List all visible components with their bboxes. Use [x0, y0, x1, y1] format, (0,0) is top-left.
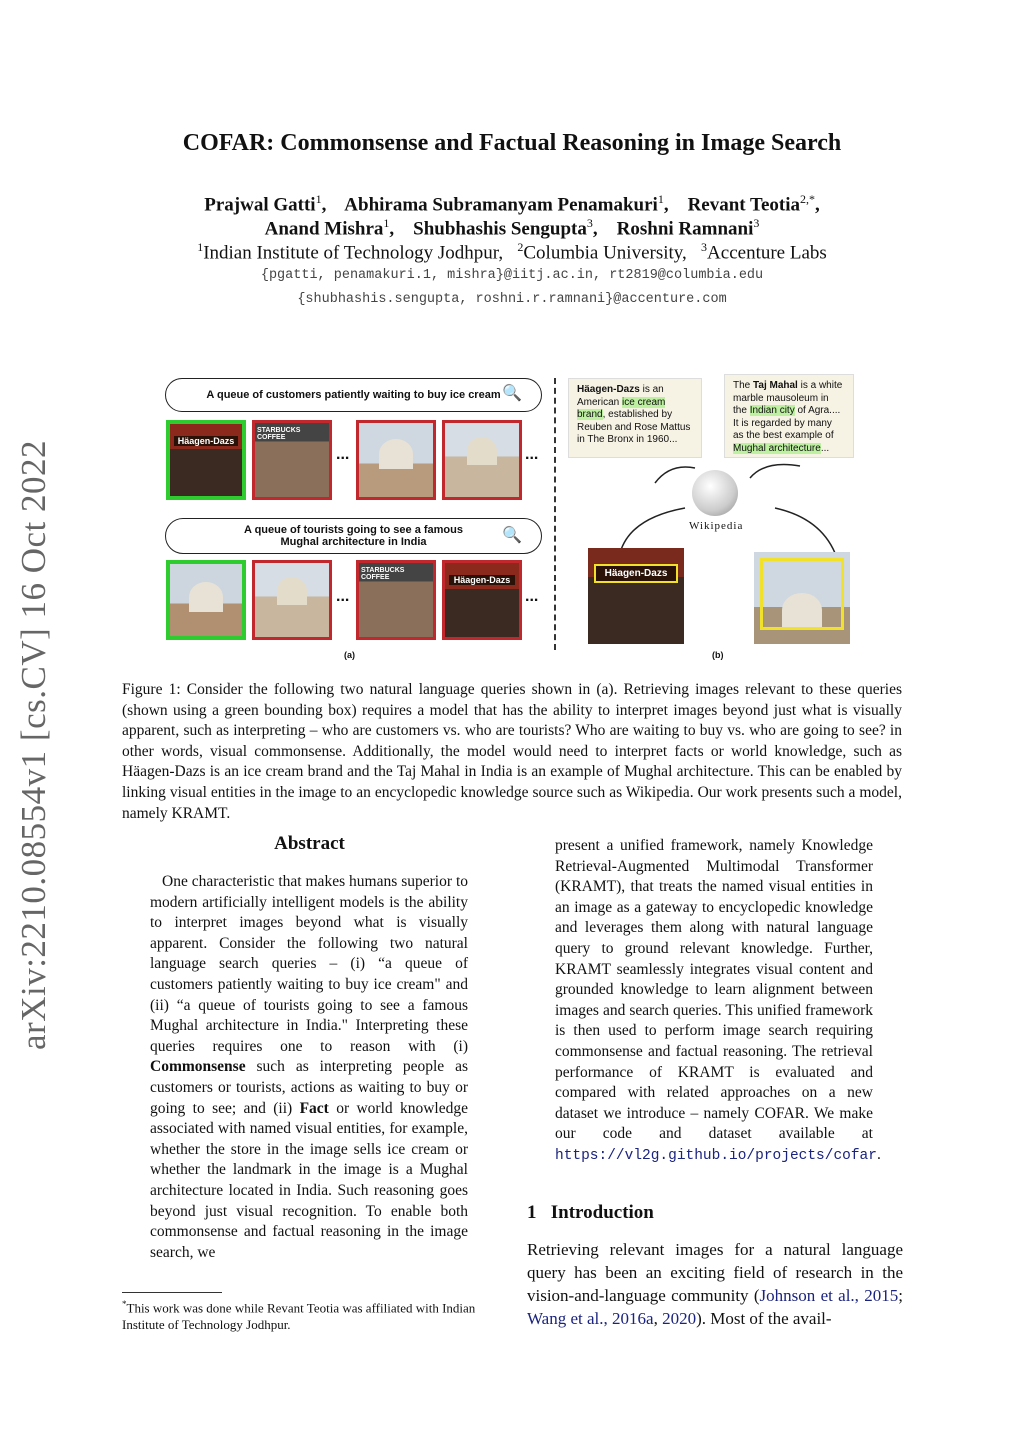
- paper-title: COFAR: Commonsense and Factual Reasoning in Image Search: [182, 130, 842, 156]
- section-introduction-heading: 1 Introduction: [527, 1202, 654, 1223]
- figure-divider: [554, 378, 556, 650]
- thumb-taj-mahal: [356, 420, 436, 500]
- citation-link[interactable]: 2020: [662, 1309, 697, 1328]
- email-line-1: {pgatti, penamakuri.1, mishra}@iitj.ac.in, rt2819@columbia.edu: [260, 268, 764, 283]
- thumb-st-peters: [442, 420, 522, 500]
- author: Shubhashis Sengupta: [413, 218, 587, 240]
- ellipsis: ...: [525, 446, 539, 463]
- search-icon: 🔍: [502, 527, 522, 544]
- thumb-haagen-dazs-store: Häagen-Dazs: [166, 420, 246, 500]
- author: Revant Teotia: [687, 194, 800, 216]
- authors-line-2: Anand Mishra$^1$, Shubhashis Sengupta$^3$, Roshni Ramnani$^3$: [264, 216, 760, 240]
- abstract-body: One characteristic that makes humans superior to modern artificially intelligent models is the ability to interpret images beyond what is visually apparent. Consider the following two natural language search queries – (i) “a queue of customers patiently waiting to buy ice cream" and (ii) “a queue of tourists going to see a famous Mughal architecture in India." Interpreting these queries requires one to reason with (i) Commonsense such as interpreting people as customers or tourists, actions as waiting to buy or going to see; and (ii) Fact or world knowledge associated with named visual entities, for example, whether the store in the image sells ice cream or whether the landmark in the image is a Mughal architecture located in India. Such reasoning goes beyond just visual recognition. To enable both commonsense and factual reasoning in the image search, we: [150, 873, 468, 1261]
- abstract-heading: Abstract: [274, 833, 345, 854]
- thumb-haagen-dazs-store: Häagen-Dazs: [442, 560, 522, 640]
- search-icon: 🔍: [502, 385, 522, 402]
- ellipsis: ...: [336, 588, 350, 605]
- author: Abhirama Subramanyam Penamakuri: [344, 194, 658, 216]
- thumb-starbucks-queue: STARBUCKS COFFEE: [356, 560, 436, 640]
- arxiv-sidebar: arXiv:2210.08554v1 [cs.CV] 16 Oct 2022: [14, 439, 53, 1050]
- figure-1: [160, 368, 876, 668]
- thumb-taj-mahal: [166, 560, 246, 640]
- query-box-2: A queue of tourists going to see a famous Mughal architecture in India: [165, 518, 542, 554]
- wikipedia-wordmark: Wikipedia: [689, 520, 744, 532]
- query-box-1: A queue of customers patiently waiting to buy ice cream: [165, 378, 542, 412]
- ellipsis: ...: [336, 446, 350, 463]
- thumb-st-peters: [252, 560, 332, 640]
- project-url-link[interactable]: https://vl2g.github.io/projects/cofar: [555, 1147, 877, 1164]
- authors-line-1: Prajwal Gatti$^1$, Abhirama Subramanyam Penamakuri$^1$, Revant Teotia$^{2,*}$,: [204, 192, 820, 216]
- thumb-starbucks-queue: STARBUCKS COFFEE: [252, 420, 332, 500]
- citation-link[interactable]: Wang et al., 2016a: [527, 1309, 654, 1328]
- photo-taj-mahal: [754, 552, 850, 644]
- email-line-2: {shubhashis.sengupta, roshni.r.ramnani}@accenture.com: [297, 292, 727, 307]
- figure-label-b: (b): [712, 650, 724, 660]
- affiliations: $^1$Indian Institute of Technology Jodhpur, $^2$Columbia University, $^3$Accenture Labs: [197, 240, 827, 264]
- citation-link[interactable]: Johnson et al., 2015: [759, 1286, 899, 1305]
- figure-caption: Figure 1: Consider the following two natural language queries shown in (a). Retrieving images relevant to these queries (shown using a green bounding box) requires a model that has the ability to interpret images beyond just what is visually apparent, such as interpreting – who are customers vs. who are tourists? Who are waiting to buy vs. who are going to see? in other words, visual commonsense. Additionally, the model would need to interpret facts or world knowledge, such as Häagen-Dazs is an ice cream brand and the Taj Mahal in India is an example of Mughal architecture. This can be enabled by linking visual entities in the image to an encyclopedic knowledge source such as Wikipedia. Our work presents such a model, namely KRAMT.: [122, 681, 902, 822]
- author: Prajwal Gatti: [204, 194, 316, 216]
- figure-label-a: (a): [344, 650, 355, 660]
- author: Roshni Ramnani: [616, 218, 754, 240]
- footnote: *This work was done while Revant Teotia was affiliated with Indian Institute of Technology Jodhpur.: [122, 1299, 476, 1333]
- introduction-body: Retrieving relevant images for a natural language query has been an exciting field of research in the vision-and-language community (Johnson et al., 2015; Wang et al., 2016a, 2020). Most of the avail-: [527, 1240, 903, 1328]
- wiki-card-haagen-dazs: Häagen-Dazs is an American ice cream brand, established by Reuben and Rose Mattus in The Bronx in 1960...: [568, 378, 702, 458]
- author: Anand Mishra: [264, 218, 384, 240]
- ellipsis: ...: [525, 588, 539, 605]
- wiki-card-taj-mahal: The Taj Mahal is a white marble mausoleum in the Indian city of Agra.... It is regarded by many as the best example of Mughal architecture...: [724, 374, 854, 458]
- abstract-body-continued: present a unified framework, namely Knowledge Retrieval-Augmented Multimodal Transformer (KRAMT), that treats the named visual entities in an image as a gateway to encyclopedic knowledge and leverages them along with natural language query to ground relevant knowledge. Further, KRAMT seamlessly integrates visual content and grounded knowledge to learn alignment between images and search queries. This unified framework is then used to perform image search requiring commonsense and factual reasoning. The retrieval performance of KRAMT is evaluated and compared with related approaches on a new dataset we introduce – namely COFAR. We make our code and dataset available at https://vl2g.github.io/projects/cofar.: [555, 837, 881, 1164]
- wikipedia-globe-icon: [692, 470, 738, 516]
- photo-haagen-dazs-store: Häagen-Dazs: [588, 548, 684, 644]
- footnote-rule: [122, 1292, 222, 1293]
